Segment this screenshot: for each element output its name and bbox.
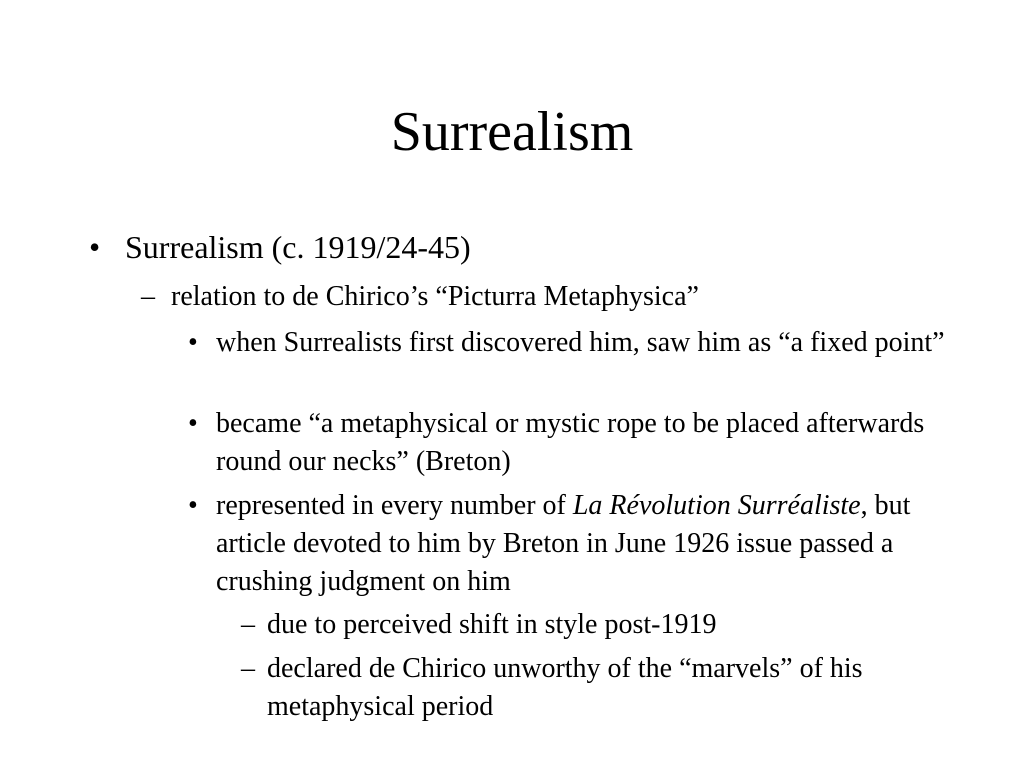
bullet-text: declared de Chirico unworthy of the “marvels” of his metaphysical period bbox=[267, 653, 863, 722]
bullet-level-4 bbox=[241, 650, 947, 726]
bullet-marker: • bbox=[188, 327, 198, 358]
bullet-marker: • bbox=[89, 229, 101, 265]
bullet-text: Surrealism (c. 1919/24-45) bbox=[125, 229, 471, 265]
text-fragment: represented in every number of bbox=[216, 490, 573, 521]
bullet-level-1 bbox=[89, 228, 985, 266]
bullet-level-4 bbox=[241, 606, 947, 644]
bullet-text: when Surrealists first discovered him, saw him as “a fixed point” bbox=[216, 327, 945, 358]
text-fragment: , but article devoted to him by Breton in June 1926 issue passed a crushing judgment on him bbox=[216, 490, 911, 597]
bullet-marker: • bbox=[188, 490, 198, 521]
dash-marker: – bbox=[241, 609, 255, 640]
bullet-text: relation to de Chirico’s “Picturra Metaphysica” bbox=[171, 281, 699, 312]
bullet-level-3 bbox=[188, 324, 946, 362]
dash-marker: – bbox=[141, 281, 155, 312]
bullet-text: due to perceived shift in style post-1919 bbox=[267, 609, 717, 640]
publication-title: La Révolution Surréaliste bbox=[572, 490, 861, 521]
slide-title: Surrealism bbox=[390, 101, 634, 163]
bullet-level-3 bbox=[188, 487, 946, 601]
bullet-text: became “a metaphysical or mystic rope to be placed afterwards round our necks” (Breton) bbox=[216, 408, 925, 477]
bullet-level-3 bbox=[188, 405, 946, 481]
bullet-marker: • bbox=[188, 408, 198, 439]
bullet-text bbox=[216, 487, 946, 601]
dash-marker: – bbox=[241, 653, 255, 684]
bullet-level-2 bbox=[141, 280, 991, 314]
